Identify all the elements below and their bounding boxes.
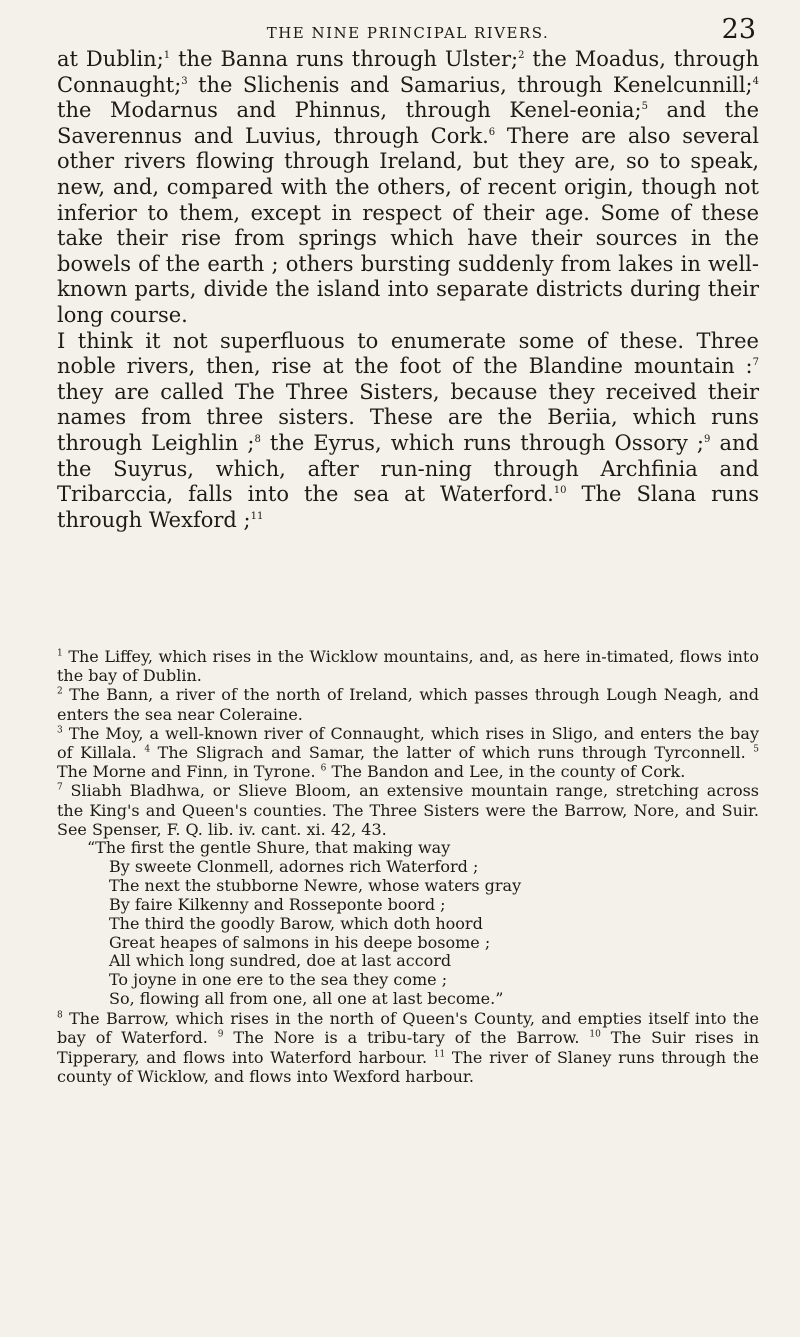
main-text (57, 47, 759, 533)
footnote: $^1$ The Liffey, which rises in the Wicklow mountains, and, as here in-timated, flows into the bay of Dublin. (57, 647, 759, 686)
footnote-marker: 7 (752, 357, 759, 369)
poem-line: Great heapes of salmons in his deepe bosome ; (109, 932, 491, 952)
footnote-marker: 10 (553, 485, 567, 497)
paragraph: at Dublin;$^1$ the Banna runs through Ulster;$^2$ the Moadus, through Connaught;$^3$ the Slichenis and Samarius, through Kenelcunnill;$^4$ the Modarnus and Phinnus, through Kenel-eonia;$^5$ and the Saverennus and Luvius, through Cork.$^6$ There are also several other rivers flowing through Ireland, but they are, so to speak, new, and, compared with the others, of recent origin, though not inferior to them, except in respect of their age. Some of these take their rise from springs which have their sources in the bowels of the earth ; others bursting suddenly from lakes in well-known parts, divide the island into separate districts during their long course. (57, 47, 759, 327)
footnote-marker: 4 (752, 75, 759, 87)
footnote-marker: 6 (488, 126, 496, 138)
page-number: 23 (721, 14, 756, 45)
poem-line: The next the stubborne Newre, whose waters gray (109, 875, 522, 895)
footnote-marker: 8 (254, 433, 261, 445)
footnote-marker: 1 (57, 648, 63, 659)
paragraph: I think it not superfluous to enumerate some of these. Three noble rivers, then, rise at the foot of the Blandine mountain :$^7$ they are called The Three Sisters, because they received their names from three sisters. These are the Beriia, which runs through Leighlin ;$^8$ the Eyrus, which runs through Ossory ;$^9$ and the Suyrus, which, after run-ning through Archfinia and Tribarccia, falls into the sea at Waterford.$^{10}$ The Slana runs through Wexford ;$^{11}$ (57, 328, 759, 532)
poem-line: By faire Kilkenny and Rosseponte boord ; (109, 894, 446, 914)
poem-line: All which long sundred, doe at last accord (109, 951, 452, 971)
footnote-marker: 11 (250, 510, 264, 522)
footnote-marker: 1 (163, 50, 171, 61)
footnote-marker: 10 (589, 1030, 601, 1041)
footnote: $^7$ Sliabh Bladhwa, or Slieve Bloom, an extensive mountain range, stretching across the King's and Queen's counties. The Three Sisters were the Barrow, Nore, and Suir. See Spenser, F. Q. lib. iv. cant. xi. 42, 43. (57, 781, 759, 839)
poem-line: So, flowing all from one, all one at last become.” (109, 989, 504, 1009)
footnote-marker: 11 (433, 1049, 446, 1060)
footnote-marker: 9 (217, 1030, 224, 1041)
footnote-marker: 2 (518, 50, 525, 61)
footnote-marker: 4 (144, 744, 151, 755)
footnotes (57, 647, 759, 1086)
footnote-marker: 7 (57, 783, 63, 794)
quoted-poem (87, 839, 759, 1009)
footnote-marker: 5 (641, 101, 648, 113)
poem-line: The third the goodly Barow, which doth hoord (109, 913, 483, 933)
footnote: $^2$ The Bann, a river of the north of Ireland, which passes through Lough Neagh, and enters the sea near Coleraine. (57, 685, 759, 724)
footnote: $^3$ The Moy, a well-known river of Connaught, which rises in Sligo, and enters the bay of Killala. $^4$ The Sligrach and Samar, the latter of which runs through Tyrconnell. $^5$ The Morne and Finn, in Tyrone. $^6$ The Bandon and Lee, in the county of Cork. (57, 723, 759, 782)
footnote-marker: 8 (57, 1010, 63, 1021)
poem-line: To joyne in one ere to the sea they come ; (109, 970, 448, 990)
running-title: THE NINE PRINCIPAL RIVERS. (266, 24, 550, 42)
footnote-marker: 3 (181, 75, 188, 87)
page-header (60, 14, 756, 44)
footnote-marker: 9 (704, 433, 711, 445)
footnote-marker: 3 (57, 725, 63, 736)
footnote-marker: 2 (57, 687, 63, 698)
footnote-marker: 5 (753, 744, 759, 755)
footnote: $^8$ The Barrow, which rises in the north of Queen's County, and empties itself into the bay of Waterford. $^9$ The Nore is a tribu-tary of the Barrow. $^{10}$ The Suir rises in Tipperary, and flows into Waterford harbour. $^{11}$ The river of Slaney runs through the county of Wicklow, and flows into Wexford harbour. (57, 1009, 760, 1086)
poem-line: “The first the gentle Shure, that making way (87, 838, 451, 858)
poem-line: By sweete Clonmell, adornes rich Waterford ; (109, 856, 479, 876)
footnote-marker: 6 (320, 763, 327, 774)
